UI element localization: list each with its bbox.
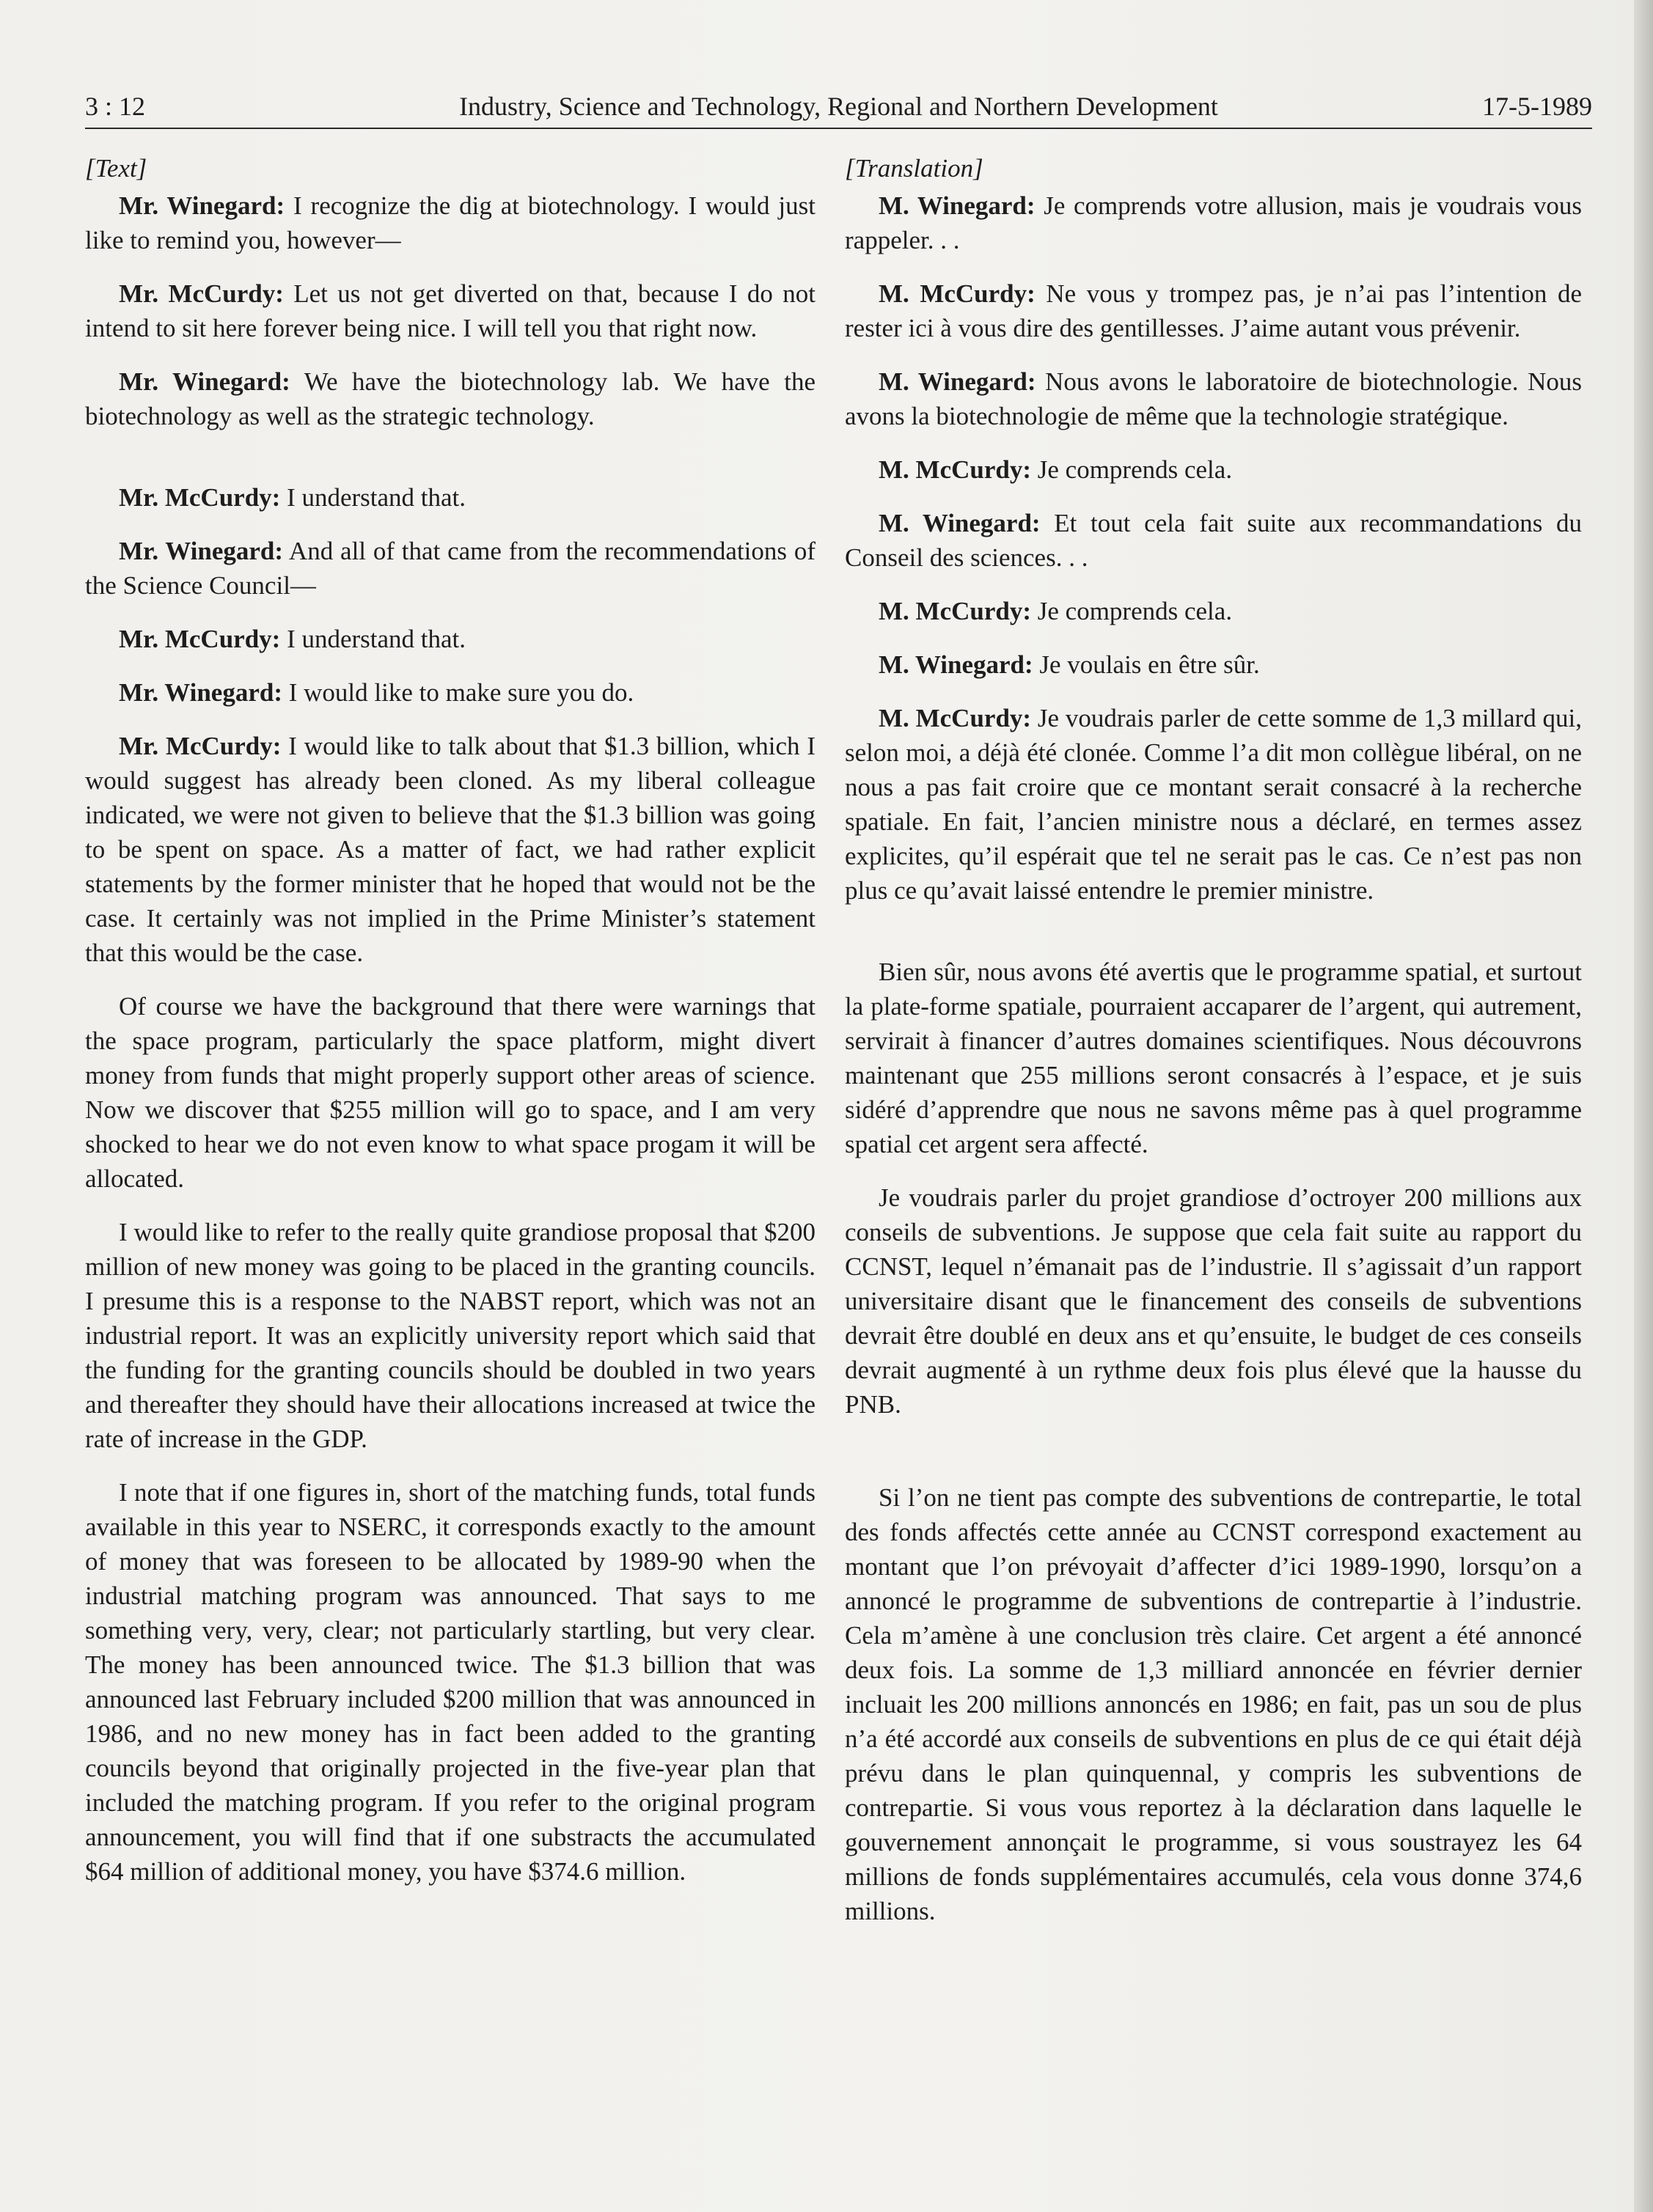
speaker-name: M. Winegard: (879, 509, 1041, 537)
speech-paragraph (845, 452, 1582, 487)
page-header (85, 87, 1592, 129)
speaker-name: Mr. McCurdy: (119, 483, 281, 512)
speaker-name: M. Winegard: (879, 191, 1036, 220)
speech-text: Ne vous y trompez pas, je n’ai pas l’intention de rester ici à vous dire des gentillesses. J’aime autant vous prévenir. (845, 279, 1582, 342)
speech-text: Let us not get diverted on that, because I do not intend to sit here forever being nice. I will tell you that right now. (85, 279, 815, 342)
speaker-name: Mr. Winegard: (119, 678, 282, 707)
speech-paragraph (845, 506, 1582, 575)
running-title: Industry, Science and Technology, Regional and Northern Development (459, 92, 1218, 121)
speech-paragraph (85, 622, 815, 656)
speaker-name: Mr. Winegard: (119, 191, 285, 220)
speech-paragraph (845, 188, 1582, 257)
page-edge-shadow (1634, 0, 1653, 2212)
speech-text: I recognize the dig at biotechnology. I would just like to remind you, however— (85, 191, 815, 254)
speech-text: Je comprends cela. (1031, 455, 1233, 484)
speech-paragraph (85, 729, 815, 970)
header-date: 17-5-1989 (1482, 92, 1592, 121)
page-number: 3 : 12 (85, 92, 146, 121)
speaker-name: M. Winegard: (879, 367, 1036, 396)
speech-text: Et tout cela fait suite aux recommandations du Conseil des sciences. . . (845, 509, 1583, 572)
speech-paragraph (85, 675, 815, 710)
speech-text: Bien sûr, nous avons été avertis que le programme spatial, et surtout la plate-forme spatiale, pourraient accaparer de l’argent, qui autrement, servirait à financer d’autres domaines scientifiques. Nous découvrons maintenant que 255 millions seront consacrés à l’espace, et je suis sidéré d’apprendre que nous ne savons même pas à quel programme spatial cet argent sera affecté. (845, 958, 1582, 1158)
speech-paragraph (845, 276, 1582, 345)
speech-text: Je voudrais parler de cette somme de 1,3 millard qui, selon moi, a déjà été clonée. Comme l’a dit mon collègue libéral, on ne nous a pas fait croire que ce montant serait consacré à la recherche spatiale. En fait, l’ancien ministre nous a déclaré, en termes assez explicites, qu’il espérait que tel ne serait pas le cas. Ce n’est pas non plus ce qu’avait laissé entendre le premier ministre. (845, 704, 1582, 905)
speech-paragraph (85, 534, 815, 603)
speaker-name: Mr. McCurdy: (119, 732, 282, 760)
speech-text: And all of that came from the recommendations of the Science Council— (85, 537, 815, 600)
speech-paragraph (845, 594, 1582, 628)
speech-paragraph (845, 955, 1582, 1161)
speech-paragraph (85, 480, 815, 515)
speech-text: Of course we have the background that there were warnings that the space program, particularly the space platform, might divert money from funds that might properly support other areas of science. Now we discover that $255 million will go to space, and I am very shocked to hear we do not even know to what space progam it will be allocated. (85, 992, 815, 1193)
speech-text: Nous avons le laboratoire de biotechnologie. Nous avons la biotechnologie de même que la technologie stratégique. (845, 367, 1582, 430)
speech-paragraph (85, 276, 815, 345)
speech-text: I would like to refer to the really quite grandiose proposal that $200 million of new money was going to be placed in the granting councils. I presume this is a response to the NABST report, which was not an industrial report. It was an explicitly university report which said that the funding for the granting councils should be doubled in two years and thereafter they should have their allocations increased at twice the rate of increase in the GDP. (85, 1218, 815, 1453)
speech-paragraph (845, 647, 1582, 682)
column-label: [Text] (85, 154, 147, 183)
speech-paragraph (845, 364, 1582, 433)
speech-text: I note that if one figures in, short of the matching funds, total funds available in this year to NSERC, it corresponds exactly to the amount of money that was foreseen to be allocated by 1989-90 when the industrial matching program was announced. That says to me something very, very, clear; not particularly startling, but very clear. The money has been announced twice. The $1.3 billion that was announced last February included $200 million that was announced in 1986, and no new money has in fact been added to the granting councils beyond that originally projected in the five-year plan that included the matching program. If you refer to the original program announcement, you will find that if one substracts the accumulated $64 million of additional money, you have $374.6 million. (85, 1478, 815, 1886)
speech-text: Je voulais en être sûr. (1033, 650, 1260, 679)
speech-paragraph (85, 1475, 815, 1889)
english-column (85, 151, 815, 1908)
speech-paragraph (845, 701, 1582, 908)
speech-paragraph (85, 989, 815, 1196)
french-column (845, 151, 1582, 1947)
speech-paragraph (85, 188, 815, 257)
speech-text: I would like to make sure you do. (282, 678, 634, 707)
speaker-name: M. McCurdy: (879, 704, 1032, 732)
speaker-name: M. McCurdy: (879, 597, 1032, 625)
speech-paragraph (845, 1480, 1582, 1928)
speech-paragraph (85, 1215, 815, 1456)
speaker-name: M. McCurdy: (879, 279, 1036, 308)
speech-paragraph (845, 1180, 1582, 1422)
speaker-name: Mr. McCurdy: (119, 625, 281, 653)
speaker-name: Mr. Winegard: (119, 367, 290, 396)
speech-text: Je voudrais parler du projet grandiose d’octroyer 200 millions aux conseils de subventions. Je suppose que cela fait suite au rapport du CCNST, lequel n’émanait pas de l’industrie. Il s’agissait d’un rapport universitaire disant que le financement des conseils de subventions devrait être doublé en deux ans et qu’ensuite, le budget de ces conseils devrait augmenté à un rythme deux fois plus élevé que la hausse du PNB. (845, 1183, 1582, 1419)
speech-text: We have the biotechnology lab. We have the biotechnology as well as the strategic technology. (85, 367, 815, 430)
speech-text: Je comprends votre allusion, mais je voudrais vous rappeler. . . (845, 191, 1583, 254)
speaker-name: Mr. Winegard: (119, 537, 284, 565)
column-label: [Translation] (845, 154, 983, 183)
speech-text: I understand that. (280, 625, 466, 653)
speech-text: Je comprends cela. (1031, 597, 1233, 625)
speech-paragraph (85, 364, 815, 433)
speech-text: Si l’on ne tient pas compte des subventions de contrepartie, le total des fonds affectés cette année au CCNST correspond exactement au montant que l’on prévoyait d’affecter d’ici 1989-1990, lorsqu’on a annoncé le programme de subventions de contrepartie à l’industrie. Cela m’amène à une conclusion très claire. Cet argent a été annoncé deux fois. La somme de 1,3 milliard annoncée en février dernier incluait les 200 millions annoncés en 1986; en fait, pas un sou de plus n’a été accordé aux conseils de subventions en plus de ce qui était déjà prévu dans le plan quinquennal, y compris les subventions de contrepartie. Si vous vous reportez à la déclaration dans laquelle le gouvernement annonçait le programme, si vous soustrayez les 64 millions de fonds supplémentaires accumulés, cela vous donne 374,6 millions. (845, 1483, 1582, 1925)
speech-text: I would like to talk about that $1.3 billion, which I would suggest has already been cloned. As my liberal colleague indicated, we were not given to believe that the $1.3 billion was going to be spent on space. As a matter of fact, we had rather explicit statements by the former minister that he hoped that would not be the case. It certainly was not implied in the Prime Minister’s statement that this would be the case. (85, 732, 815, 967)
speaker-name: M. Winegard: (879, 650, 1033, 679)
speech-text: I understand that. (280, 483, 466, 512)
speaker-name: Mr. McCurdy: (119, 279, 284, 308)
speaker-name: M. McCurdy: (879, 455, 1032, 484)
